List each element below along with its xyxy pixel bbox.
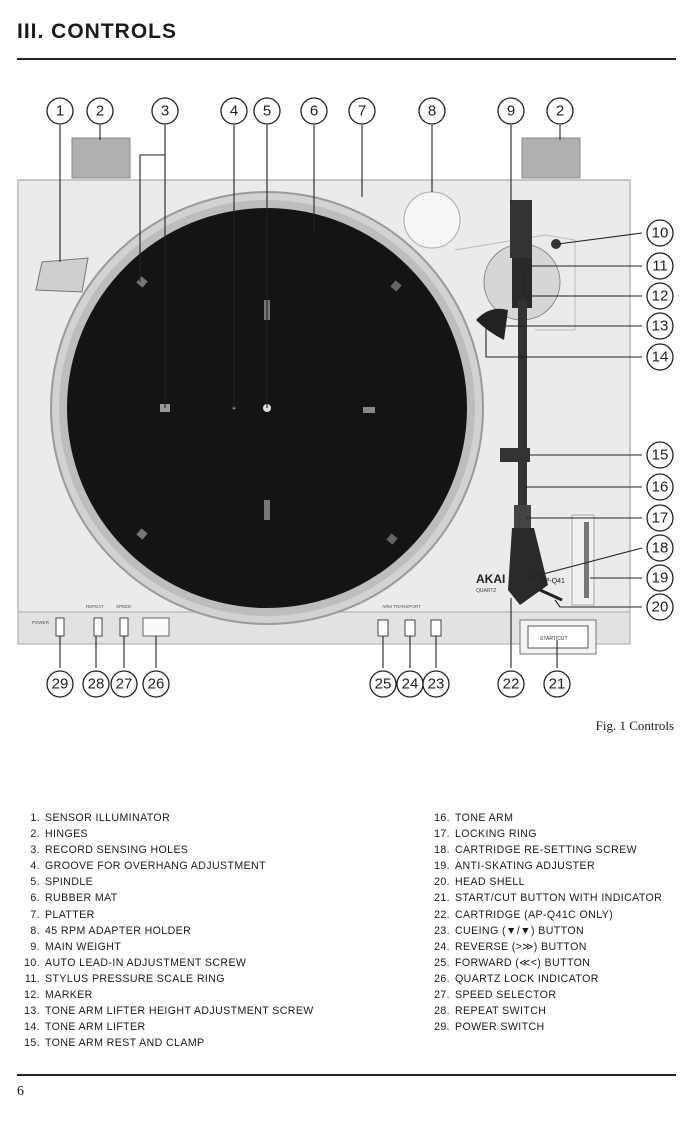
- repeat-switch: [94, 618, 102, 636]
- callout-8: [419, 98, 445, 124]
- legend-item-number: 22.: [434, 908, 450, 921]
- svg-text:9: 9: [506, 102, 516, 120]
- callout-9: [498, 98, 524, 124]
- callout-7: [349, 98, 375, 124]
- svg-text:22: 22: [502, 675, 520, 693]
- sensor-illuminator: [36, 258, 88, 292]
- callout-22: [498, 671, 524, 697]
- legend-item-number: 20.: [434, 876, 450, 889]
- svg-text:23: 23: [427, 675, 445, 693]
- callout-20: [647, 594, 673, 620]
- legend-item-text: SPINDLE: [45, 876, 94, 889]
- legend-item-text: TONE ARM LIFTER HEIGHT ADJUSTMENT SCREW: [45, 1005, 314, 1018]
- legend-item: [432, 1003, 692, 1019]
- hinge-right: [522, 138, 580, 178]
- quartz-lock-indicator: [143, 618, 169, 636]
- anti-skating-knob: [584, 522, 589, 598]
- svg-text:17: 17: [651, 509, 669, 527]
- legend-item-number: 3.: [30, 844, 40, 857]
- legend-item-number: 15.: [24, 1037, 40, 1050]
- reverse-button: [405, 620, 415, 636]
- legend-item-number: 18.: [434, 844, 450, 857]
- svg-text:15: 15: [651, 446, 669, 464]
- legend-item-text: GROOVE FOR OVERHANG ADJUSTMENT: [45, 860, 266, 873]
- svg-text:2: 2: [555, 102, 565, 120]
- callout-29: [47, 671, 73, 697]
- svg-text:5: 5: [262, 102, 272, 120]
- callout-1: [47, 98, 73, 124]
- svg-text:24: 24: [401, 675, 419, 693]
- legend-item: [432, 890, 692, 906]
- svg-text:28: 28: [87, 675, 105, 693]
- legend-item: [22, 939, 382, 955]
- adapter-holder: [404, 192, 460, 248]
- legend-item: [22, 842, 382, 858]
- legend-item: [432, 826, 692, 842]
- legend-item-number: 21.: [434, 892, 450, 905]
- page-title: III. CONTROLS: [17, 20, 177, 43]
- legend-item: [432, 842, 692, 858]
- legend-item-text: STYLUS PRESSURE SCALE RING: [45, 972, 225, 985]
- callout-11: [647, 253, 673, 279]
- arm-rest: [500, 448, 530, 462]
- legend-item-number: 7.: [30, 908, 40, 921]
- svg-text:1: 1: [55, 102, 65, 120]
- svg-text:25: 25: [374, 675, 392, 693]
- callout-23: [423, 671, 449, 697]
- legend-item-number: 29.: [434, 1021, 450, 1034]
- mat-mark: [363, 407, 375, 413]
- callout-2: [87, 98, 113, 124]
- legend-item-text: PLATTER: [45, 908, 95, 921]
- legend-item: [432, 955, 692, 971]
- legend-item-text: LOCKING RING: [455, 828, 537, 841]
- header-rule: [17, 58, 676, 60]
- repeat-label: REPEAT: [86, 604, 104, 609]
- legend-item: [22, 826, 382, 842]
- legend-item-number: 13.: [24, 1005, 40, 1018]
- legend-item-text: SPEED SELECTOR: [455, 989, 557, 1002]
- forward-button: [378, 620, 388, 636]
- legend-item-number: 26.: [434, 972, 450, 985]
- callout-12: [647, 283, 673, 309]
- legend-item-text: SENSOR ILLUMINATOR: [45, 812, 171, 824]
- callout-18: [647, 535, 673, 561]
- legend-item-text: 45 RPM ADAPTER HOLDER: [45, 924, 192, 937]
- svg-text:8: 8: [427, 102, 437, 120]
- callout-16: [647, 474, 673, 500]
- model-label: AP-Q41: [540, 578, 565, 585]
- callout-19: [647, 565, 673, 591]
- callout-21: [544, 671, 570, 697]
- legend-item-text: CARTRIDGE RE-SETTING SCREW: [455, 844, 638, 857]
- legend-item-number: 4.: [30, 860, 40, 873]
- callout-24: [397, 671, 423, 697]
- callout-26: [143, 671, 169, 697]
- legend-item-number: 16.: [434, 812, 450, 824]
- svg-text:10: 10: [651, 224, 669, 242]
- legend-item-text: TONE ARM LIFTER: [45, 1021, 146, 1034]
- svg-text:27: 27: [115, 675, 133, 693]
- legend-item: [22, 955, 382, 971]
- legend-item-number: 5.: [30, 876, 40, 889]
- start-cut-label: START/CUT: [540, 636, 568, 642]
- legend-item-number: 12.: [24, 989, 40, 1002]
- legend-item-text: ANTI-SKATING ADJUSTER: [455, 860, 596, 873]
- legend-item-text: HEAD SHELL: [455, 876, 525, 889]
- callout-5: [254, 98, 280, 124]
- legend-item: [22, 987, 382, 1003]
- legend-item-number: 9.: [30, 940, 40, 953]
- main-weight: [510, 200, 532, 258]
- callout-4: [221, 98, 247, 124]
- callout-2b: [547, 98, 573, 124]
- mat-mark: [264, 500, 270, 520]
- legend-item: [22, 874, 382, 890]
- legend-item-text: HINGES: [45, 828, 89, 841]
- legend-item-number: 27.: [434, 989, 450, 1002]
- legend-item: [432, 858, 692, 874]
- callout-10: [647, 220, 673, 246]
- legend-item-number: 1.: [30, 812, 40, 824]
- callout-6: [301, 98, 327, 124]
- legend-item-text: TONE ARM: [455, 812, 514, 824]
- legend-item: [432, 923, 692, 939]
- anti-skating-adjuster: [572, 515, 594, 605]
- legend-item: [22, 971, 382, 987]
- legend-item-text: TONE ARM REST AND CLAMP: [45, 1037, 205, 1050]
- legend-item: [432, 939, 692, 955]
- svg-text:26: 26: [147, 675, 165, 693]
- svg-text:2: 2: [95, 102, 105, 120]
- turntable-figure: [0, 80, 694, 720]
- arm-transport-label: ARM TRANSPORT: [382, 604, 421, 609]
- svg-text:12: 12: [651, 287, 669, 305]
- svg-text:21: 21: [548, 675, 566, 693]
- legend-item: [432, 1019, 692, 1035]
- legend-item-number: 14.: [24, 1021, 40, 1034]
- callout-3: [152, 98, 178, 124]
- legend-item: [432, 810, 692, 826]
- legend-item: [432, 971, 692, 987]
- legend-item-number: 6.: [30, 892, 40, 905]
- legend-item-text: MARKER: [45, 989, 93, 1002]
- legend-item: [432, 907, 692, 923]
- hinge-left: [72, 138, 130, 178]
- figure-caption: Fig. 1 Controls: [595, 718, 674, 733]
- legend-item-text: REVERSE (>≫) BUTTON: [455, 940, 587, 953]
- legend-item-text: REPEAT SWITCH: [455, 1005, 547, 1018]
- legend-item-text: CARTRIDGE (AP-Q41C ONLY): [455, 908, 614, 921]
- callout-28: [83, 671, 109, 697]
- svg-text:18: 18: [651, 539, 669, 557]
- svg-text:3: 3: [160, 102, 170, 120]
- svg-text:4: 4: [229, 102, 239, 120]
- callout-25: [370, 671, 396, 697]
- legend-item: [22, 858, 382, 874]
- legend-item-number: 8.: [30, 924, 40, 937]
- legend-item-text: RUBBER MAT: [45, 892, 118, 905]
- legend-item-text: START/CUT BUTTON WITH INDICATOR: [455, 892, 663, 905]
- svg-text:19: 19: [651, 569, 669, 587]
- legend-item-text: RECORD SENSING HOLES: [45, 844, 189, 857]
- speed-label: SPEED: [116, 604, 132, 609]
- callout-27: [111, 671, 137, 697]
- legend-item-number: 25.: [434, 956, 450, 969]
- legend-left-column: [22, 810, 382, 1051]
- legend-item-text: FORWARD (≪<) BUTTON: [455, 956, 591, 969]
- callout-13: [647, 313, 673, 339]
- callout-15: [647, 442, 673, 468]
- locking-ring: [514, 505, 531, 529]
- legend-item-text: MAIN WEIGHT: [45, 940, 122, 953]
- svg-text:7: 7: [357, 102, 367, 120]
- quartz-label: QUARTZ: [476, 588, 497, 594]
- svg-text:13: 13: [651, 317, 669, 335]
- footer-rule: [17, 1074, 676, 1076]
- legend-item-text: QUARTZ LOCK INDICATOR: [455, 972, 599, 985]
- legend-item: [22, 810, 382, 826]
- power-switch: [56, 618, 64, 636]
- legend-item-number: 24.: [434, 940, 450, 953]
- svg-text:11: 11: [652, 257, 668, 275]
- legend-item: [22, 923, 382, 939]
- legend-item-text: AUTO LEAD-IN ADJUSTMENT SCREW: [45, 956, 247, 969]
- legend-item-text: CUEING (▼/▼) BUTTON: [455, 924, 585, 937]
- legend-item-number: 28.: [434, 1005, 450, 1018]
- legend-item-number: 11.: [24, 972, 40, 985]
- cueing-button: [431, 620, 441, 636]
- power-label: POWER: [32, 620, 50, 625]
- legend-item: [432, 987, 692, 1003]
- legend-item-number: 19.: [434, 860, 450, 873]
- legend-item-number: 17.: [434, 828, 450, 841]
- legend-item: [22, 1019, 382, 1035]
- legend-item-number: 2.: [30, 828, 40, 841]
- brand-label: AKAI: [476, 572, 506, 586]
- legend-item-number: 23.: [434, 924, 450, 937]
- legend-item: [432, 874, 692, 890]
- svg-text:29: 29: [51, 675, 69, 693]
- legend-item-text: POWER SWITCH: [455, 1021, 545, 1034]
- legend-item-number: 10.: [24, 956, 40, 969]
- legend-item: [22, 1003, 382, 1019]
- svg-text:20: 20: [651, 598, 669, 616]
- svg-text:14: 14: [651, 348, 669, 366]
- legend-item: [22, 890, 382, 906]
- svg-text:16: 16: [651, 478, 669, 496]
- callout-17: [647, 505, 673, 531]
- legend-item: [22, 1035, 382, 1051]
- svg-text:6: 6: [309, 102, 319, 120]
- callout-14: [647, 344, 673, 370]
- speed-selector: [120, 618, 128, 636]
- page-number: 6: [17, 1084, 24, 1099]
- legend-right-column: [432, 810, 692, 1035]
- tone-arm: [518, 300, 527, 510]
- legend-item: [22, 907, 382, 923]
